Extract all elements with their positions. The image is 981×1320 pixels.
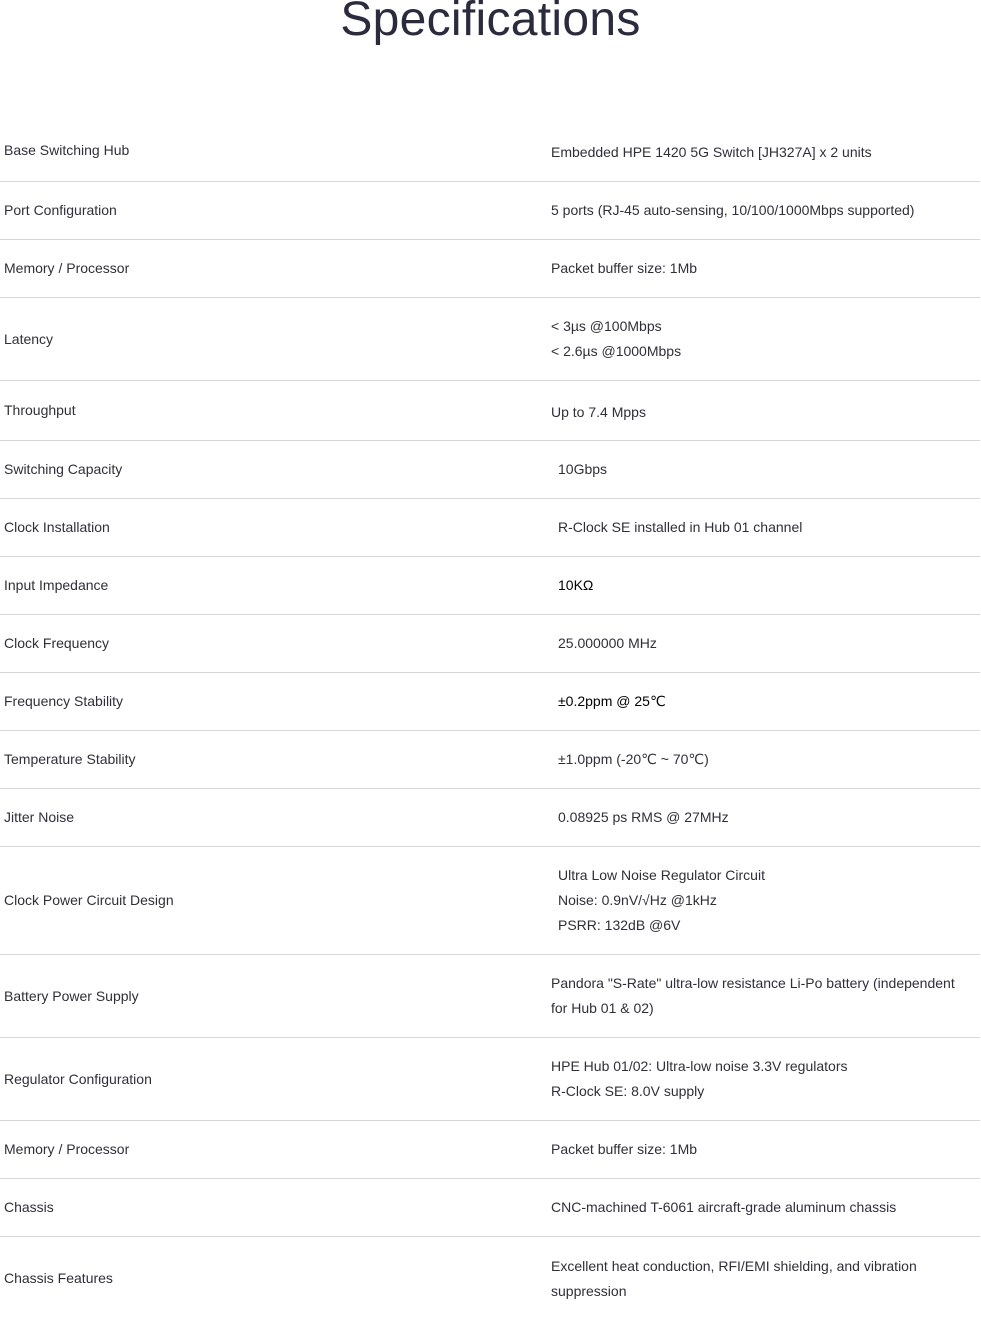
spec-row-latency bbox=[0, 298, 980, 381]
spec-label: Clock Frequency bbox=[4, 635, 110, 651]
spec-value bbox=[551, 198, 980, 223]
spec-value bbox=[551, 1254, 980, 1304]
spec-label: Jitter Noise bbox=[4, 809, 75, 825]
spec-value bbox=[551, 689, 980, 714]
spec-value-line: ±0.2ppm @ 25℃ bbox=[558, 693, 666, 709]
spec-value-line: Noise: 0.9nV/√Hz @1kHz bbox=[558, 892, 717, 908]
spec-row-memory-processor-2 bbox=[0, 1121, 980, 1179]
spec-value bbox=[551, 457, 980, 482]
spec-row-switching-capacity bbox=[0, 441, 980, 499]
spec-value-line: CNC-machined T-6061 aircraft-grade aluminum chassis bbox=[551, 1199, 897, 1215]
spec-value-line: R-Clock SE: 8.0V supply bbox=[551, 1083, 705, 1099]
spec-value-line: 0.08925 ps RMS @ 27MHz bbox=[558, 809, 729, 825]
spec-value-line: Packet buffer size: 1Mb bbox=[551, 260, 698, 276]
spec-value bbox=[551, 573, 980, 598]
spec-value-line: 25.000000 MHz bbox=[558, 635, 657, 651]
spec-value bbox=[551, 1054, 980, 1104]
spec-label: Throughput bbox=[4, 402, 76, 418]
spec-row-port-configuration bbox=[0, 182, 980, 240]
spec-label: Battery Power Supply bbox=[4, 987, 139, 1004]
spec-table bbox=[0, 124, 980, 1320]
spec-value-line: HPE Hub 01/02: Ultra-low noise 3.3V regulators bbox=[551, 1058, 848, 1074]
spec-value bbox=[551, 747, 980, 772]
spec-value bbox=[551, 1195, 980, 1220]
spec-value bbox=[551, 314, 980, 364]
spec-value-line: Embedded HPE 1420 5G Switch [JH327A] x 2 units bbox=[551, 144, 872, 160]
spec-value bbox=[551, 396, 980, 425]
spec-label: Clock Power Circuit Design bbox=[4, 892, 174, 908]
spec-row-throughput bbox=[0, 381, 980, 441]
spec-label: Port Configuration bbox=[4, 202, 117, 218]
spec-label: Clock Installation bbox=[4, 519, 110, 535]
spec-row-frequency-stability bbox=[0, 673, 980, 731]
spec-row-base-switching-hub bbox=[0, 124, 980, 182]
spec-label: Frequency Stability bbox=[4, 693, 124, 709]
spec-value bbox=[551, 1137, 980, 1162]
spec-row-input-impedance bbox=[0, 557, 980, 615]
spec-row-clock-frequency bbox=[0, 615, 980, 673]
spec-value-line: ±1.0ppm (-20℃ ~ 70℃) bbox=[558, 751, 709, 767]
spec-row-regulator-configuration bbox=[0, 1038, 980, 1121]
spec-label: Memory / Processor bbox=[4, 1141, 130, 1157]
spec-value-line: < 3µs @100Mbps bbox=[551, 318, 662, 334]
spec-value-line: Ultra Low Noise Regulator Circuit bbox=[558, 867, 765, 883]
spec-value bbox=[551, 515, 980, 540]
spec-value-line: Pandora "S-Rate" ultra-low resistance Li-Po battery (independent bbox=[551, 975, 955, 991]
spec-row-chassis-features bbox=[0, 1237, 980, 1320]
spec-value bbox=[551, 124, 980, 165]
spec-value bbox=[551, 631, 980, 656]
spec-row-temperature-stability bbox=[0, 731, 980, 789]
spec-value bbox=[551, 256, 980, 281]
spec-label: Memory / Processor bbox=[4, 260, 130, 276]
spec-value-line: for Hub 01 & 02) bbox=[551, 1000, 654, 1016]
spec-row-chassis bbox=[0, 1179, 980, 1237]
spec-row-memory-processor bbox=[0, 240, 980, 298]
spec-label: Switching Capacity bbox=[4, 461, 123, 477]
spec-value-line: Up to 7.4 Mpps bbox=[551, 404, 646, 420]
spec-label: Chassis Features bbox=[4, 1270, 113, 1286]
spec-label: Base Switching Hub bbox=[4, 142, 130, 158]
spec-value bbox=[551, 971, 980, 1021]
spec-value-line: Excellent heat conduction, RFI/EMI shielding, and vibration bbox=[551, 1257, 917, 1274]
spec-value-line: R-Clock SE installed in Hub 01 channel bbox=[558, 519, 803, 535]
spec-value-line: Packet buffer size: 1Mb bbox=[551, 1141, 698, 1157]
spec-value-line: PSRR: 132dB @6V bbox=[558, 917, 681, 933]
spec-value-line: 5 ports (RJ-45 auto-sensing, 10/100/1000Mbps supported) bbox=[551, 202, 915, 218]
spec-value-line: 10KΩ bbox=[558, 577, 594, 593]
spec-label: Chassis bbox=[4, 1199, 54, 1215]
spec-row-battery-power-supply bbox=[0, 955, 980, 1038]
spec-row-clock-power-circuit-design bbox=[0, 847, 980, 955]
spec-label: Temperature Stability bbox=[4, 751, 136, 767]
spec-value-line: suppression bbox=[551, 1282, 627, 1299]
spec-row-jitter-noise bbox=[0, 789, 980, 847]
spec-value-line: 10Gbps bbox=[558, 461, 608, 477]
page-title: Specifications bbox=[340, 0, 641, 46]
spec-label: Regulator Configuration bbox=[4, 1070, 152, 1087]
spec-value-line: < 2.6µs @1000Mbps bbox=[551, 343, 682, 359]
spec-label: Input Impedance bbox=[4, 577, 109, 593]
spec-row-clock-installation bbox=[0, 499, 980, 557]
spec-value bbox=[551, 863, 980, 938]
spec-value bbox=[551, 805, 980, 830]
spec-label: Latency bbox=[4, 330, 54, 347]
